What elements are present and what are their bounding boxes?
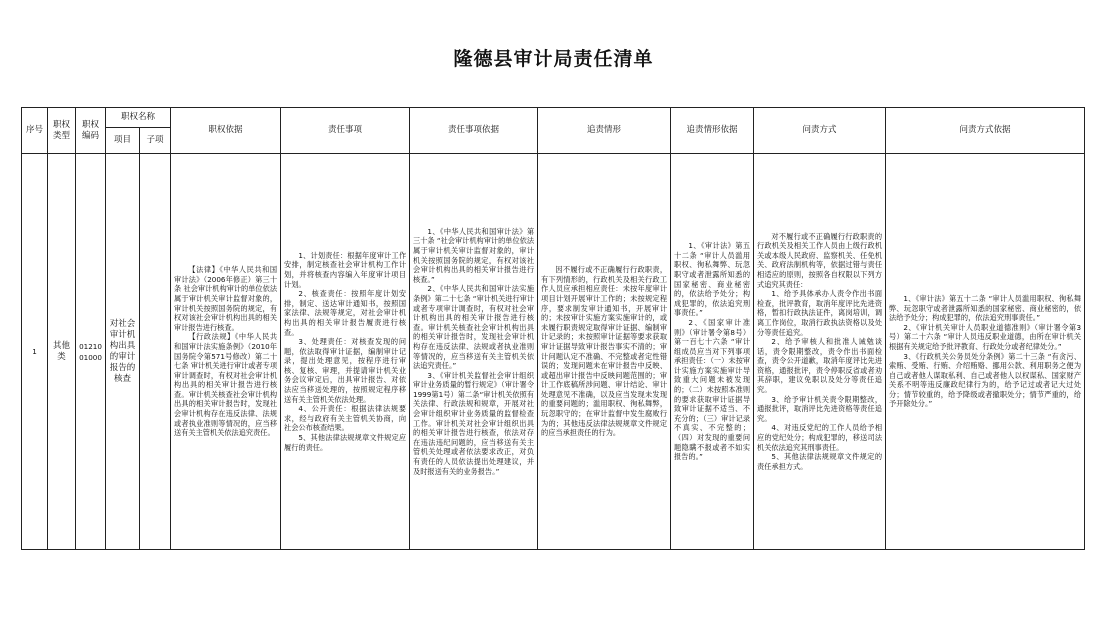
header-power-name: 职权名称 xyxy=(106,108,171,128)
header-violation-basis: 追责情形依据 xyxy=(671,108,754,154)
accountability-2: 2、给予审核人和批准人诫勉谈话，责令限期整改，责令作出书面检查，责令公开道歉，取消年度评比先进资格，通报批评，责令停职反省或者劝其辞职，建议免职以及处分等责任追究。 xyxy=(757,337,883,395)
accountability-1: 1、给予具体承办人责令作出书面检查，批评教育，取消年度评比先进资格，暂扣行政执法证件，离岗培训，调离工作岗位，取消行政执法资格以及处分等责任追究。 xyxy=(757,289,883,337)
cell-violations xyxy=(538,154,671,550)
duty-publish: 4、公开责任：根据法律法规要求，经与政府有关主管机关协商，向社会公布核查结果。 xyxy=(284,404,407,433)
header-duties: 责任事项 xyxy=(281,108,410,154)
accountability-5: 5、其他法律法规规章文件规定的责任承担方式。 xyxy=(757,452,883,471)
header-sub-item: 子项 xyxy=(140,128,171,154)
accountability-4: 4、对违反党纪的工作人员给予相应的党纪处分；构成犯罪的，移送司法机关依法追究其刑事责任。 xyxy=(757,423,883,452)
cell-power-type: 其他类 xyxy=(48,154,76,550)
duty-basis-3: 3、《审计机关监督社会审计组织审计业务质量的暂行规定》（审计署令1999第1号）第二条“审计机关依照有关法律、行政法规和规章，开展对社会审计组织审计业务质量的监督检查工作。审计机关对社会审计组织出具的相关审计报告进行核查，依法对存在违法违纪问题的，应当移送有关主管机关处理或者依法要求改正，对负有责任的人员依法提出处理建议，并及时报送有关的业务报告。” xyxy=(413,370,535,476)
basis-law: 【法律】《中华人民共和国审计法》（2006年修正）第三十条 社会审计机构审计的单位依法属于审计机关审计监督对象的，审计机关按照国务院的规定，有权对该社会审计机构出具的相关审计报告进行核查。 xyxy=(174,265,278,332)
cell-sub-item xyxy=(140,154,171,550)
responsibility-table xyxy=(21,107,1085,550)
header-seq: 序号 xyxy=(22,108,48,154)
header-accountability-basis: 问责方式依据 xyxy=(886,108,1085,154)
duty-basis-1: 1、《中华人民共和国审计法》第三十条 “社会审计机构审计的单位依法属于审计机关审计监督对象的，审计机关按照国务院的规定，有权对该社会审计机构出具的相关审计报告进行核查。” xyxy=(413,226,535,284)
violation-basis-1: 1、《审计法》第五十二条 “审计人员滥用职权、徇私舞弊、玩忽职守或者泄露所知悉的国家秘密、商业秘密的，依法给予处分；构成犯罪的，依法追究刑事责任。” xyxy=(674,241,751,318)
header-violations: 追责情形 xyxy=(538,108,671,154)
duty-check: 2、核查责任：按照年度计划安排，制定、送达审计通知书，按照国家法律、法规等规定，对社会审计机构出具的相关审计报告履责进行核查。 xyxy=(284,289,407,337)
header-row-top xyxy=(22,108,1085,128)
page-title: 隆德县审计局责任清单 xyxy=(453,48,654,70)
cell-accountability xyxy=(754,154,886,550)
cell-duty-basis xyxy=(410,154,538,550)
accountability-basis-1: 1、《审计法》第五十二条 “审计人员滥用职权、徇私舞弊、玩忽职守或者泄露所知悉的国家秘密、商业秘密的，依法给予处分；构成犯罪的，依法追究刑事责任。” xyxy=(889,293,1082,323)
duty-handle: 3、处理责任：对核查发现的问题，依法取得审计证据，编制审计记录，提出处理意见，按程序进行审核、复核、审理，并提请审计机关业务会议审定后，出具审计报告、对依法应当移送处理的，按照规定程序移送有关主管机关依法处理。 xyxy=(284,337,407,404)
header-power-code: 职权编码 xyxy=(76,108,106,154)
cell-seq: 1 xyxy=(22,154,48,550)
cell-duties xyxy=(281,154,410,550)
accountability-3: 3、给予审计机关责令限期整改，通报批评，取消评比先进资格等责任追究。 xyxy=(757,394,883,423)
accountability-intro: 对不履行或不正确履行行政职责的行政机关及相关工作人员由上级行政机关或本级人民政府、监察机关、任免机关、政府法制机构等，依据过错与责任相适应的原则，按照各自权限以下列方式追究其责任： xyxy=(757,231,883,289)
cell-power-code: 0121001000 xyxy=(76,154,106,550)
duty-other: 5、其他法律法规规章文件规定应履行的责任。 xyxy=(284,433,407,452)
basis-regulation: 【行政法规】《中华人民共和国审计法实施条例》（2010年国务院令第571号修改）第二十七条 审计机关进行审计或者专项审计调查时，有权对社会审计机构出具的相关审计报告进行核查。审计机关核查社会审计机构出具的相关审计报告时，发现社会审计机构存在违反法律、法规或者执业准则等情况的，应当移送有关主管机关依法追究责任。 xyxy=(174,332,278,438)
header-item: 项目 xyxy=(106,128,140,154)
cell-accountability-basis xyxy=(886,154,1085,550)
accountability-basis-2: 2、《审计机关审计人员职业道德准则》（审计署令第3号）第二十六条 “审计人员违反职业道德，由所在审计机关根据有关规定给予批评教育、行政处分或者纪律处分。” xyxy=(889,322,1082,351)
table-row xyxy=(22,154,1085,550)
cell-basis xyxy=(171,154,281,550)
header-power-type: 职权类型 xyxy=(48,108,76,154)
cell-violation-basis xyxy=(671,154,754,550)
duty-basis-2: 2、《中华人民共和国审计法实施条例》第二十七条 “审计机关进行审计或者专项审计调查时，有权对社会审计机构出具的相关审计报告进行核查。审计机关核查社会审计机构出具的相关审计报告时，发现社会审计机构存在违反法律、法规或者执业准则等情况的，应当移送有关主管机关依法追究责任。” xyxy=(413,284,535,371)
cell-item: 对社会审计机构出具的审计报告的核查 xyxy=(106,154,140,550)
violation-basis-2: 2、《国家审计准则》（审计署令第8号）第一百七十六条 “审计组成员应当对下列事项承担责任：（一）未按审计实施方案实施审计导致重大问题未被发现的；（二）未按照本准则的要求获取审计证据导致审计证据不适当、不充分的；（三）审计记录不真实、不完整的；（四）对发现的重要问题隐瞒不报或者不如实报告的。” xyxy=(674,317,751,462)
header-accountability: 问责方式 xyxy=(754,108,886,154)
accountability-basis-3: 3、《行政机关公务员处分条例》第二十三条 “有贪污、索贿、受贿、行贿、介绍贿赂、挪用公款、利用职务之便为自己或者他人谋取私利、自己或者他人以权谋私、国家财产关系不明等违反廉政纪律行为的，给予记过或者记大过处分；情节较重的，给予降级或者撤职处分；情节严重的，给予开除处分。” xyxy=(889,351,1082,409)
duty-plan: 1、计划责任：根据年度审计工作安排，制定核查社会审计机构工作计划，并将核查内容编入年度审计项目计划。 xyxy=(284,250,407,289)
violations-text: 因不履行或不正确履行行政职责，有下列情形的，行政机关及相关行政工作人员应承担相应责任：未按年度审计项目计划开展审计工作的；未按规定程序，要求制发审计通知书，开展审计的；未按审计实施方案实施审计的，或未履行职责规定取得审计证据、编制审计记录的；未按照审计证据等要求获取审计证据导致审计报告事实不清的；审计问题认定不准确、不完整或者定性错误的；发现问题未在审计报告中反映、或超出审计报告中反映问题范围的；审计工作底稿所涉问题、审计结论、审计处理意见不准确，以及应当发现未发现的重要问题的；滥用职权、徇私舞弊，玩忽职守的；在审计监督中发生腐败行为的；其他违反法律法规规章文件规定的应当承担责任的行为。 xyxy=(541,265,668,438)
header-basis: 职权依据 xyxy=(171,108,281,154)
header-duty-basis: 责任事项依据 xyxy=(410,108,538,154)
